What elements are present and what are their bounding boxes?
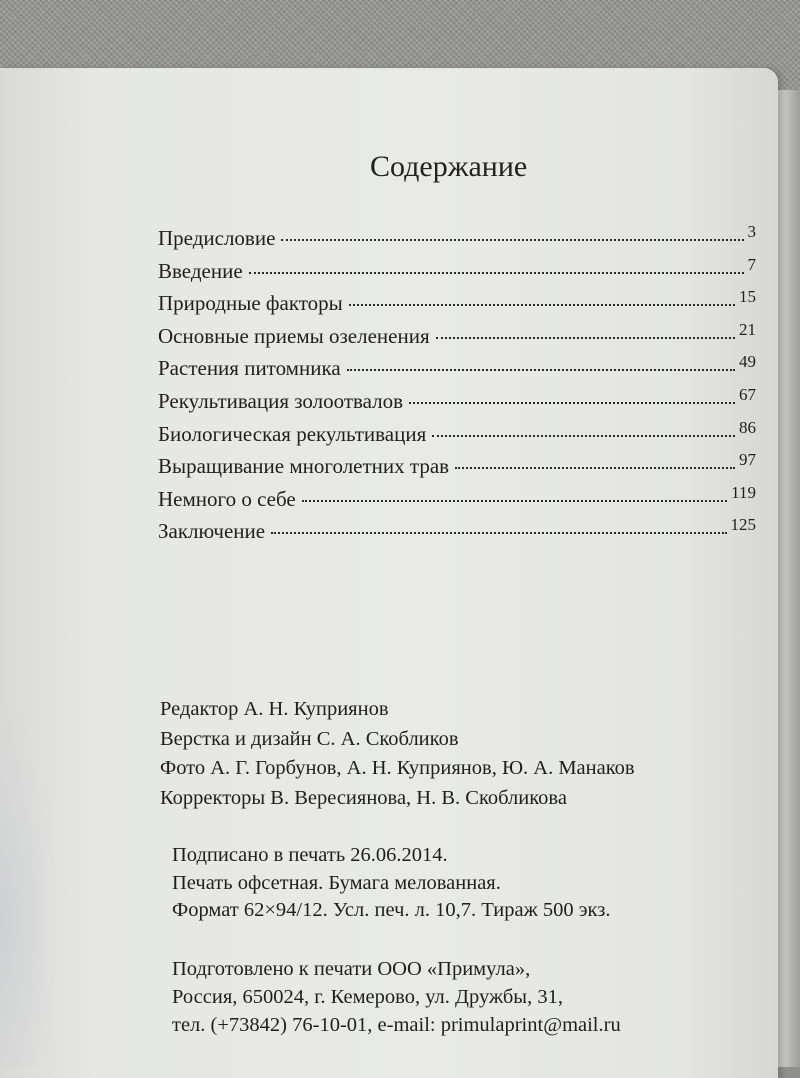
leader-dots [302, 500, 727, 502]
toc-item [158, 287, 756, 324]
leader-dots [281, 239, 743, 241]
toc-label: Предисловие [158, 226, 276, 250]
toc-page-number: 15 [739, 287, 756, 307]
publisher-contact [172, 955, 621, 1039]
toc-page-number: 49 [739, 352, 756, 372]
contact-line: Россия, 650024, г. Кемерово, ул. Дружбы, 31, [172, 986, 563, 1008]
toc-label: Заключение [158, 519, 266, 544]
toc-item [158, 482, 756, 520]
toc-item [158, 254, 756, 292]
leader-dots [347, 369, 735, 371]
toc-label: Растения питомника [158, 356, 341, 381]
toc-page-number: 3 [747, 222, 756, 241]
contact-line: Подготовлено к печати ООО «Примула», [172, 958, 531, 980]
credit-line: Корректоры В. Вересиянова, Н. В. Скобликова [160, 786, 567, 809]
toc-page-number: 67 [739, 384, 756, 404]
toc-page-number: 125 [730, 515, 756, 535]
toc-label: Рекультивация золоотвалов [158, 388, 404, 413]
page-shadow [0, 700, 60, 1067]
toc-label: Биологическая рекультивация [158, 421, 427, 446]
leader-dots [432, 435, 735, 437]
page-title: Содержание [370, 150, 528, 183]
credits-block [160, 695, 635, 813]
toc-item [158, 515, 756, 552]
leader-dots [455, 467, 735, 469]
credit-line: Фото А. Г. Горбунов, А. Н. Куприянов, Ю. А. Манаков [160, 757, 635, 779]
contact-line: тел. (+73842) 76-10-01, e-mail: primulaprint@mail.ru [172, 1014, 621, 1036]
leader-dots [271, 532, 726, 534]
toc-page-number: 21 [739, 319, 756, 339]
leader-dots [249, 272, 744, 274]
toc-item [158, 450, 756, 487]
toc-label: Выращивание многолетних трав [158, 454, 450, 479]
toc-page-number: 86 [739, 417, 756, 437]
toc-item [158, 319, 756, 357]
credit-line: Верстка и дизайн С. А. Скобликов [160, 727, 459, 750]
toc-label: Основные приемы озеленения [158, 323, 430, 348]
toc-item [158, 384, 756, 422]
table-of-contents [158, 222, 756, 552]
toc-label: Немного о себе [158, 486, 296, 511]
toc-page-number: 119 [731, 482, 756, 502]
leader-dots [409, 402, 735, 404]
leader-dots [349, 304, 735, 306]
toc-label: Введение [158, 258, 243, 283]
toc-page-number: 97 [739, 450, 756, 470]
toc-item [158, 417, 756, 455]
toc-page-number: 7 [747, 254, 756, 274]
toc-label: Природные факторы [158, 291, 343, 316]
publication-line: Подписано в печать 26.06.2014. [172, 844, 448, 866]
book-page [0, 68, 778, 1078]
publication-line: Формат 62×94/12. Усл. печ. л. 10,7. Тираж 500 экз. [172, 899, 611, 921]
toc-item [158, 222, 756, 259]
publication-info [172, 842, 610, 925]
toc-item [158, 352, 756, 389]
publication-line: Печать офсетная. Бумага мелованная. [172, 871, 501, 894]
leader-dots [436, 337, 735, 339]
credit-line: Редактор А. Н. Куприянов [160, 698, 389, 720]
